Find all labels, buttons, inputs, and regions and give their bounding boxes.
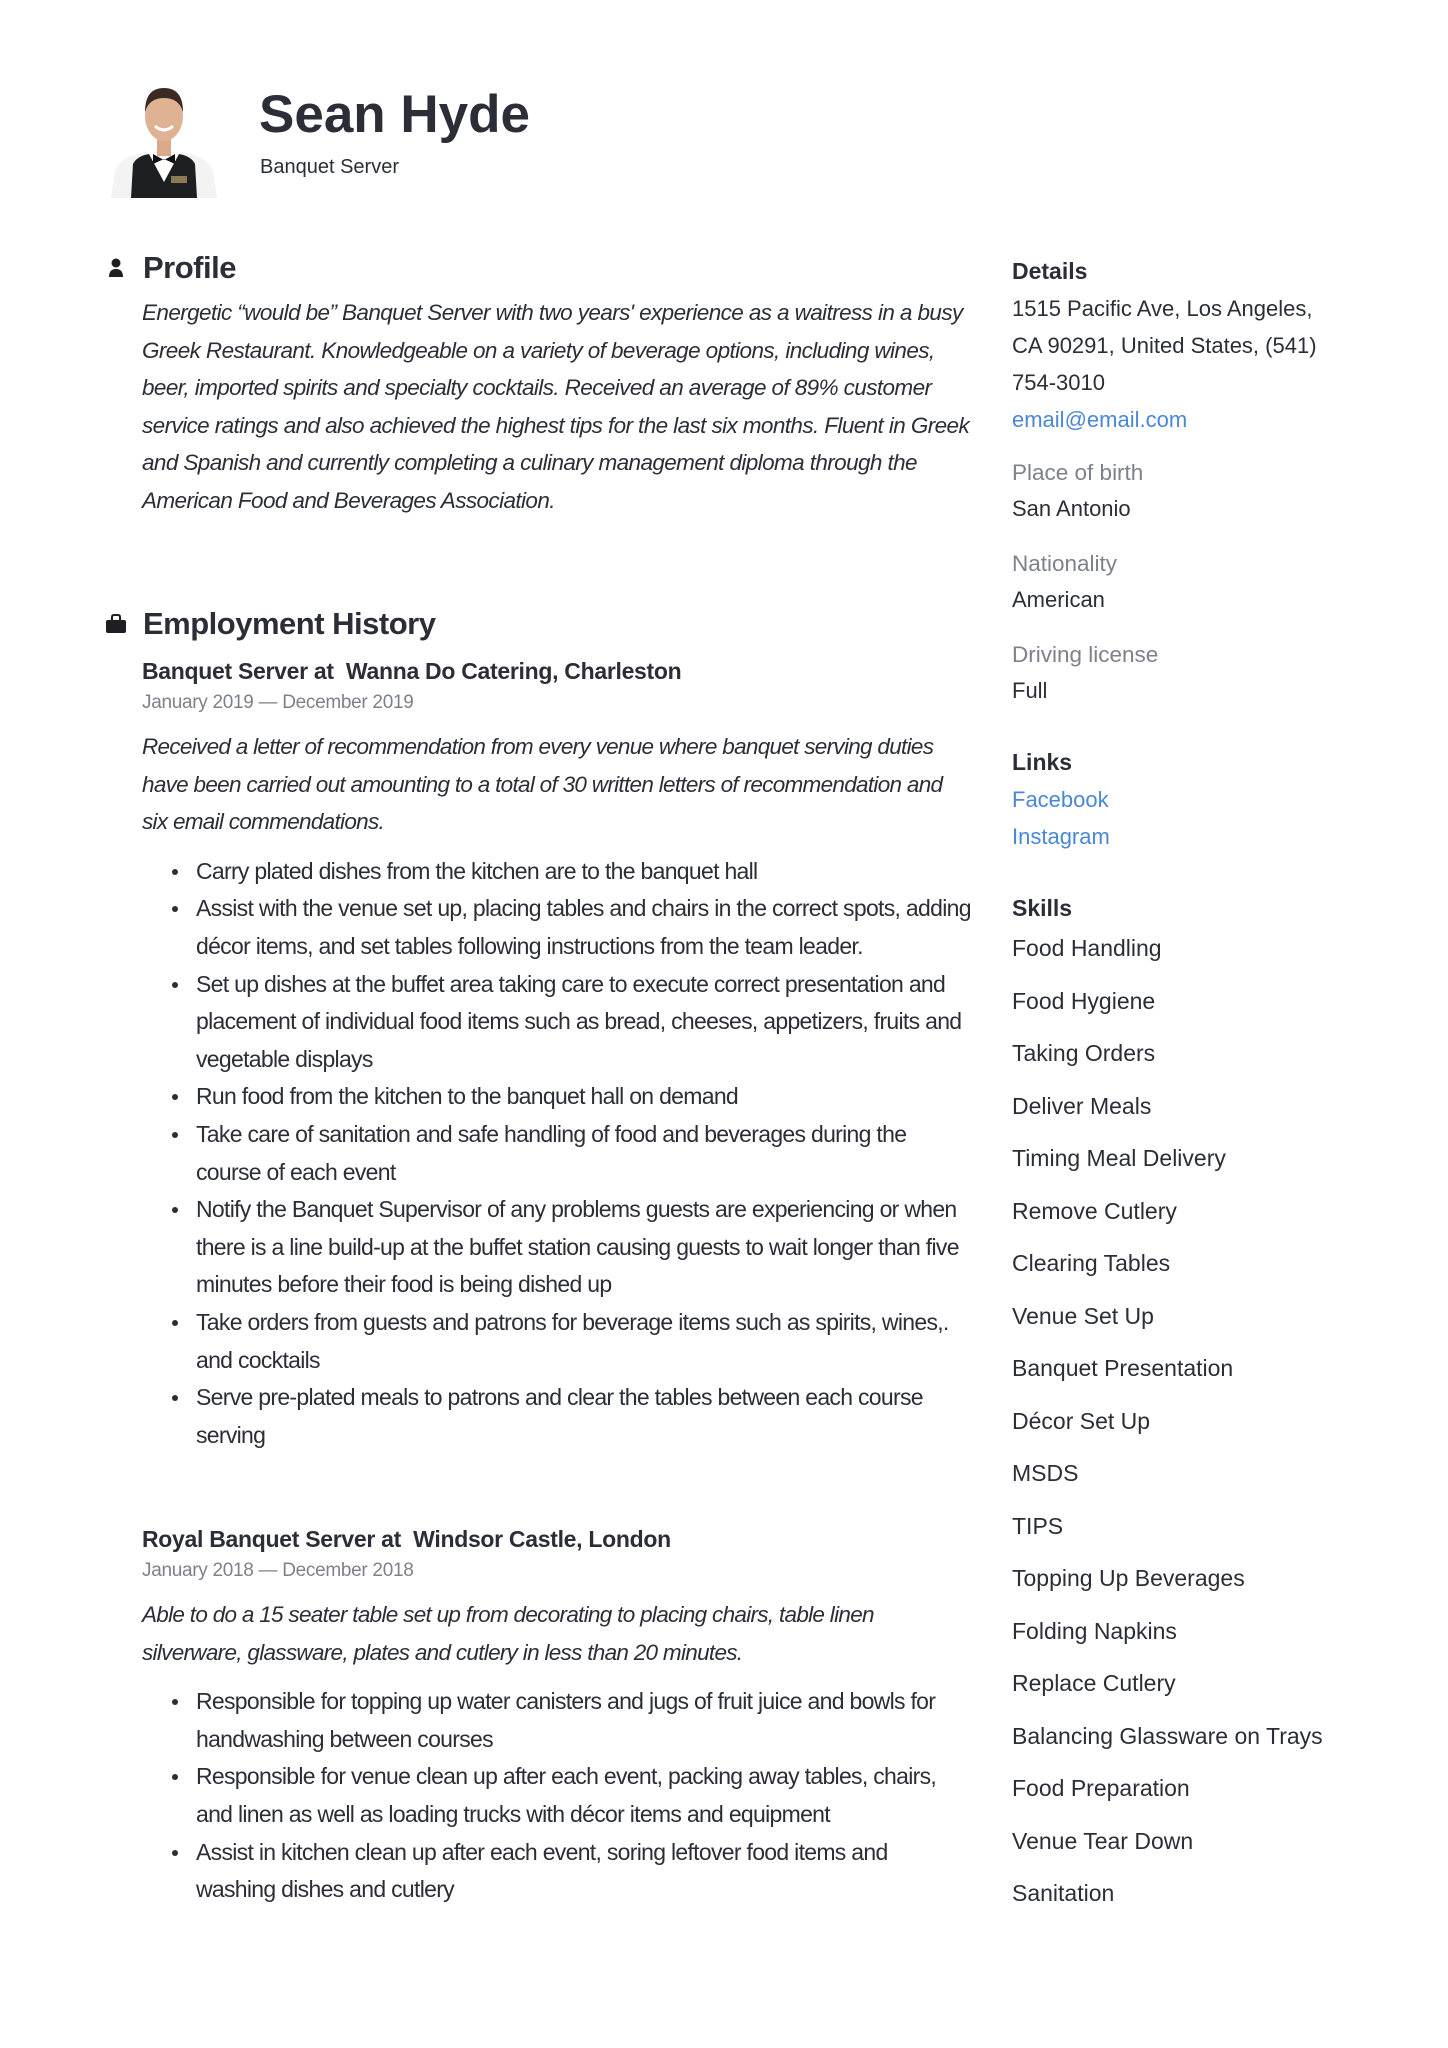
job-entry [142,1524,972,1909]
job-bullet [142,1834,972,1909]
job-bullet [142,1078,972,1116]
driving-license-value: Full [1012,678,1048,703]
instagram-link[interactable]: Instagram [1012,824,1110,849]
skills-heading: Skills [1012,895,1073,921]
job-bullet [142,966,972,1079]
email-link[interactable]: email@email.com [1012,407,1188,432]
skill-item: Food Preparation [1012,1775,1190,1801]
briefcase-icon [104,612,128,636]
skill-item: Folding Napkins [1012,1617,1177,1644]
bullet-text: Carry plated dishes from the kitchen are to the banquet hall [196,857,758,884]
skill-item: Topping Up Beverages [1012,1565,1245,1591]
person-icon [104,256,128,280]
bullet-dot-icon [172,906,178,912]
job-bullet [142,1116,972,1191]
skill-item: Food Handling [1012,935,1162,961]
bullet-text: Take orders from guests and patrons for beverage items such as spirits, wines,. and cocktails [196,1308,949,1373]
skills-list [1012,933,1412,1931]
skill-item: Décor Set Up [1012,1407,1151,1434]
portrait-photo [105,74,223,198]
bullet-dot-icon [172,982,178,988]
links-list [1012,781,1412,855]
nationality-value: American [1012,587,1105,612]
details-heading: Details [1012,258,1088,284]
job-bullet [142,1304,972,1379]
skill-item: Balancing Glassware on Trays [1012,1722,1323,1749]
skill-item: Food Hygiene [1012,987,1156,1014]
employment-title: Employment History [143,606,436,641]
address-line: 1515 Pacific Ave, Los Angeles, [1012,296,1313,321]
address-line: CA 90291, United States, (541) [1012,333,1317,358]
facebook-link[interactable]: Facebook [1012,787,1109,812]
sidebar [1012,256,1412,1931]
job-bullet [142,853,972,891]
place-of-birth-value: San Antonio [1012,496,1131,521]
candidate-name: Sean Hyde [259,85,531,144]
job-bullet [142,1683,972,1758]
skill-item: Clearing Tables [1012,1250,1171,1276]
bullet-dot-icon [172,1395,178,1401]
bullet-dot-icon [172,1207,178,1213]
job-bullet [142,1191,972,1304]
skill-item: Sanitation [1012,1880,1115,1906]
job-bullet-list [142,853,972,1455]
employment-section-heading [104,606,435,642]
job-entry [142,656,972,1454]
skill-item: TIPS [1012,1512,1064,1539]
candidate-job-title: Banquet Server [260,156,399,178]
job-bullet-list [142,1683,972,1909]
job-dates: January 2019 — December 2019 [142,692,414,713]
bullet-dot-icon [172,1850,178,1856]
job-heading: Banquet Server at Wanna Do Catering, Charleston [142,658,682,684]
profile-summary: Energetic “would be” Banquet Server with two years' experience as a waitress in a busy Greek Restaurant. Knowledgeable on a variety of beverage options, including wines, beer, imported spirits and specialty cocktails. Received an average of 89% customer service ratings and also achieved the highest tips for the last six months. Fluent in Greek and Spanish and currently completing a culinary management diploma through the American Food and Beverages Association. [142,300,970,513]
job-bullet [142,1379,972,1454]
bullet-dot-icon [172,869,178,875]
bullet-text: Responsible for topping up water canisters and jugs of fruit juice and bowls for handwashing between courses [196,1688,936,1752]
bullet-dot-icon [172,1774,178,1780]
bullet-text: Take care of sanitation and safe handling of food and beverages during the course of each event [196,1120,907,1185]
job-summary: Received a letter of recommendation from every venue where banquet serving duties have been carried out amounting to a total of 30 written letters of recommendation and six email commendations. [142,734,943,835]
bullet-text: Set up dishes at the buffet area taking care to execute correct presentation and placement of individual food items such as bread, cheeses, appetizers, fruits and vegetable displays [196,970,962,1072]
bullet-dot-icon [172,1094,178,1100]
job-heading: Royal Banquet Server at Windsor Castle, London [142,1526,671,1552]
job-bullet [142,1758,972,1833]
driving-license-label: Driving license [1012,642,1159,667]
nationality-label: Nationality [1012,551,1118,576]
skill-item: Timing Meal Delivery [1012,1145,1226,1171]
skill-item: Deliver Meals [1012,1092,1152,1119]
bullet-text: Responsible for venue clean up after each event, packing away tables, chairs, and linen as well as loading trucks with décor items and equipment [196,1763,937,1827]
job-dates: January 2018 — December 2018 [142,1560,414,1581]
bullet-text: Assist in kitchen clean up after each event, soring leftover food items and washing dishes and cutlery [196,1838,888,1903]
job-bullet [142,890,972,965]
address-block [1012,290,1412,401]
bullet-text: Run food from the kitchen to the banquet hall on demand [196,1083,739,1110]
skill-item: Replace Cutlery [1012,1670,1176,1696]
profile-title: Profile [143,250,236,285]
skill-item: Venue Tear Down [1012,1827,1194,1854]
skill-item: Venue Set Up [1012,1302,1154,1329]
skill-item: Taking Orders [1012,1040,1156,1066]
links-heading: Links [1012,749,1073,775]
bullet-dot-icon [172,1320,178,1326]
profile-section-heading [104,250,236,286]
skill-item: Banquet Presentation [1012,1355,1234,1381]
skill-item: Remove Cutlery [1012,1197,1177,1224]
skill-item: MSDS [1012,1460,1079,1486]
job-summary: Able to do a 15 seater table set up from decorating to placing chairs, table linen silverware, glassware, plates and cutlery in less than 20 minutes. [142,1602,874,1665]
bullet-text: Serve pre-plated meals to patrons and clear the tables between each course serving [196,1384,923,1448]
bullet-text: Assist with the venue set up, placing tables and chairs in the correct spots, adding décor items, and set tables following instructions from the team leader. [196,895,971,959]
bullet-dot-icon [172,1699,178,1705]
bullet-text: Notify the Banquet Supervisor of any problems guests are experiencing or when there is a line build-up at the buffet station causing guests to wait longer than five minutes before their food is being dished up [196,1196,959,1298]
place-of-birth-label: Place of birth [1012,460,1144,485]
bullet-dot-icon [172,1132,178,1138]
address-line: 754-3010 [1012,370,1105,395]
